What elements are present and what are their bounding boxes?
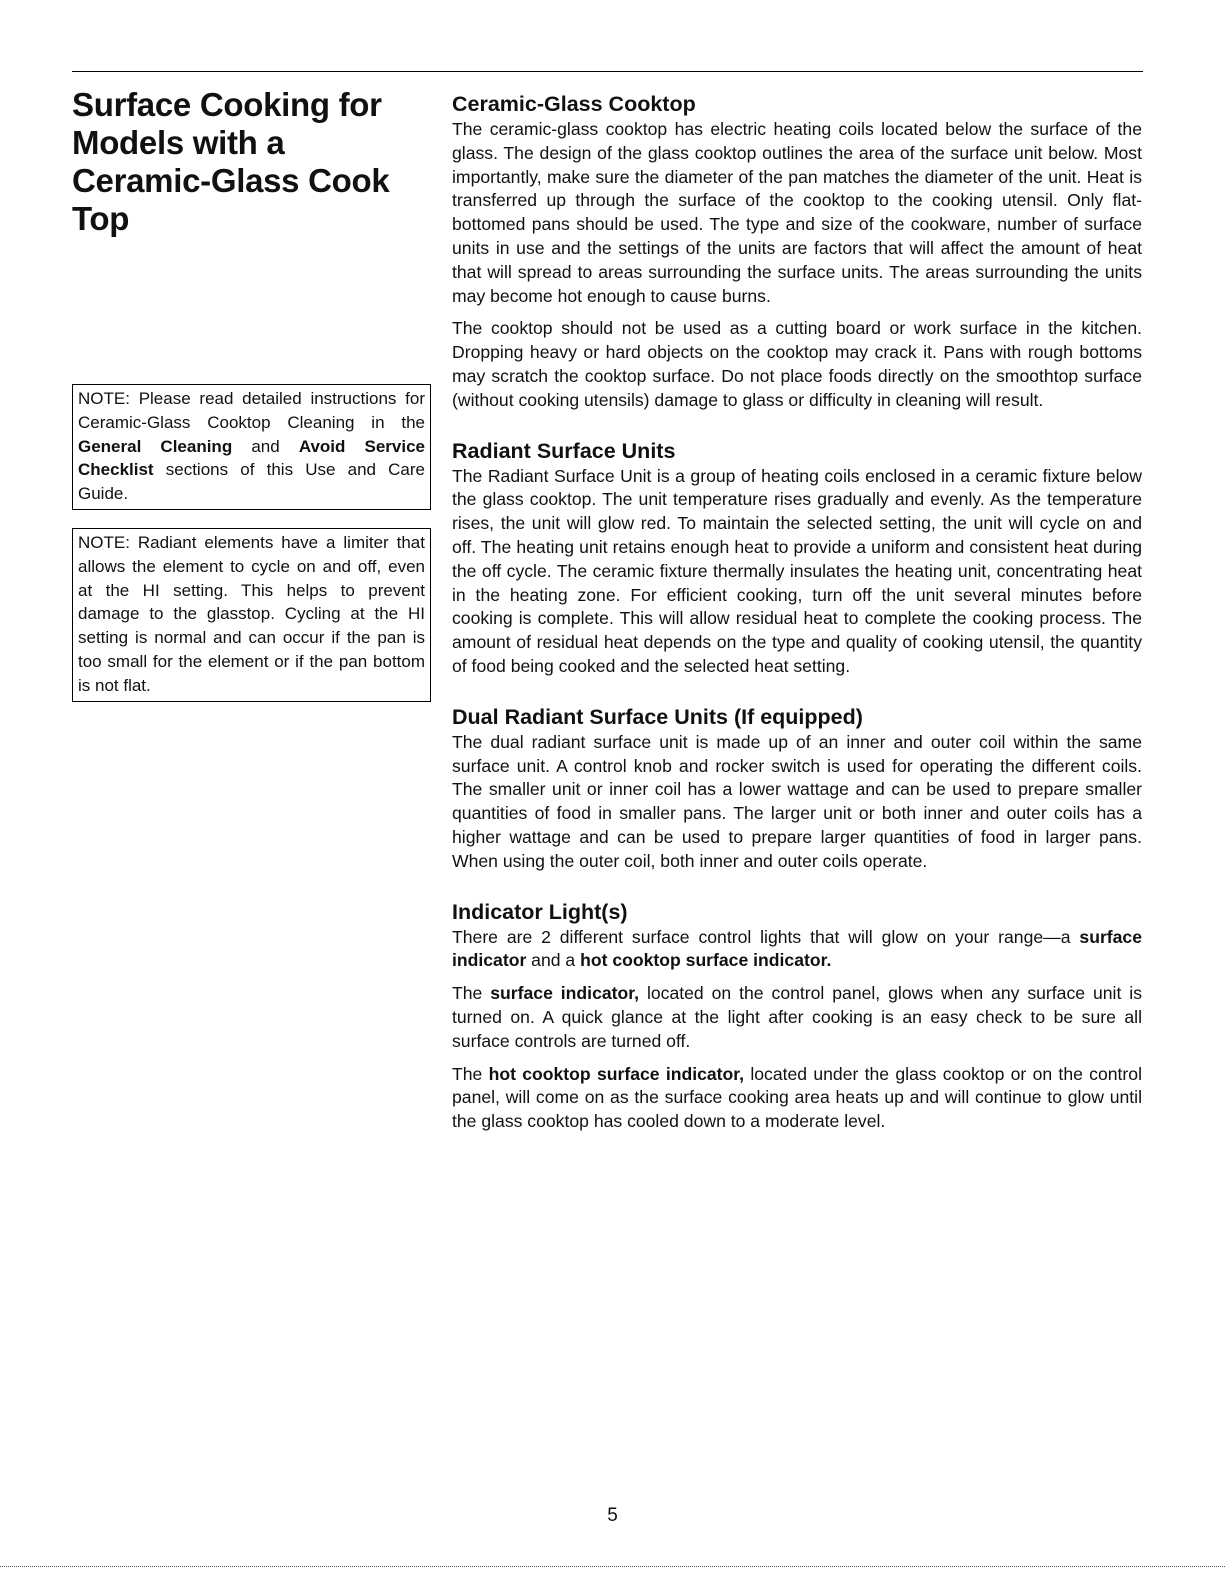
paragraph-text: and a xyxy=(526,950,581,971)
section-radiant-surface-units xyxy=(452,437,1142,679)
page-title: Surface Cooking for Models with a Ceramic-Glass Cook Top xyxy=(72,86,390,237)
paragraph: The cooktop should not be used as a cutting board or work surface in the kitchen. Dropping heavy or hard objects on the cooktop may crack it. Pans with rough bottoms may scratch the cooktop surface. Do not place foods directly on the smoothtop surface (without cooking utensils) damage to glass or difficulty in cleaning will result. xyxy=(452,318,1142,410)
bold-term: hot cooktop surface indicator, xyxy=(488,1063,745,1084)
paragraph-text: located under the glass cooktop or on the control panel, will come on as the surface cooking area heats up and will continue to glow until the glass cooktop has cooled down to a moderate level. xyxy=(452,1063,1142,1132)
section-heading: Dual Radiant Surface Units (If equipped) xyxy=(452,704,863,729)
bold-term: surface indicator, xyxy=(490,983,640,1004)
note-label: NOTE xyxy=(78,389,126,408)
note-label: NOTE xyxy=(78,533,126,552)
section-heading: Ceramic-Glass Cooktop xyxy=(452,92,696,116)
note-text: and xyxy=(232,436,299,456)
section-indicator-lights xyxy=(452,898,1142,1134)
note-text: : Radiant elements have a limiter that allows the element to cycle on and off, even at the HI setting. This helps to prevent damage to the glasstop. Cycling at the HI setting is normal and can occur if the pan is too small for the element or if the pan bottom is not flat. xyxy=(78,533,425,695)
paragraph: The dual radiant surface unit is made up of an inner and outer coil within the same surface unit. A control knob and rocker switch is used for operating the different coils. The smaller unit or inner coil has a lower wattage and can be used to prepare smaller quantities of food in smaller pans. The larger unit or both inner and outer coils has a higher wattage and can be used to prepare larger quantities of food in larger pans. When using the outer coil, both inner and outer coils operate. xyxy=(452,731,1142,871)
note-limiter-box xyxy=(72,528,431,702)
section-heading: Radiant Surface Units xyxy=(452,438,676,463)
paragraph-text: The xyxy=(452,983,491,1004)
bold-term: surface indicator xyxy=(452,926,1142,971)
bold-term: hot cooktop surface indicator. xyxy=(580,950,832,971)
section-heading: Indicator Light(s) xyxy=(452,899,628,924)
paragraph xyxy=(452,982,1142,1053)
note-text: sections of this Use and Care Guide. xyxy=(78,460,425,504)
note-bold-text: General Cleaning xyxy=(78,436,233,456)
paragraph: The ceramic-glass cooktop has electric heating coils located below the surface of the glass. The design of the glass cooktop outlines the area of the surface unit below. Most importantly, make sure the diameter of the pan matches the diameter of the unit. Heat is transferred up through the surface of the cooktop to the cooking utensil. Only flat-bottomed pans should be used. The type and size of the cookware, number of surface units in use and the settings of the units are factors that will affect the amount of heat that will spread to areas surrounding the surface units. The areas surrounding the units may become hot enough to cause burns. xyxy=(452,119,1142,306)
paragraph xyxy=(452,926,1142,974)
paragraph xyxy=(452,1063,1142,1134)
top-rule xyxy=(72,71,1143,72)
note-cleaning-box xyxy=(72,384,431,510)
page-number: 5 xyxy=(607,1505,618,1526)
right-column xyxy=(452,90,1142,1134)
paragraph-text: The xyxy=(452,1063,489,1084)
section-dual-radiant-surface-units xyxy=(452,703,1142,874)
bottom-dotted-rule xyxy=(0,1566,1225,1567)
note-text: : Please read detailed instructions for Ceramic-Glass Cooktop Cleaning in the xyxy=(78,389,425,432)
left-column xyxy=(72,86,432,238)
section-ceramic-glass-cooktop xyxy=(452,90,1142,413)
paragraph: The Radiant Surface Unit is a group of heating coils enclosed in a ceramic fixture below the glass cooktop. The unit temperature rises gradually and evenly. As the temperature rises, the unit will glow red. To maintain the selected setting, the unit will cycle on and off. The heating unit retains enough heat to provide a uniform and consistent heat during the off cycle. The ceramic fixture thermally insulates the heating unit, concentrating heat in the heating zone. For efficient cooking, turn off the unit several minutes before cooking is complete. This will allow residual heat to complete the cooking process. The amount of residual heat depends on the type and quality of cooking utensil, the quantity of food being cooked and the selected heat setting. xyxy=(452,465,1142,676)
paragraph-text: There are 2 different surface control lights that will glow on your range—a xyxy=(452,926,1080,947)
note-bold-text: Avoid Service Checklist xyxy=(78,436,426,480)
paragraph-text: located on the control panel, glows when any surface unit is turned on. A quick glance at the light after cooking is an easy check to be sure all surface controls are turned off. xyxy=(452,983,1142,1051)
